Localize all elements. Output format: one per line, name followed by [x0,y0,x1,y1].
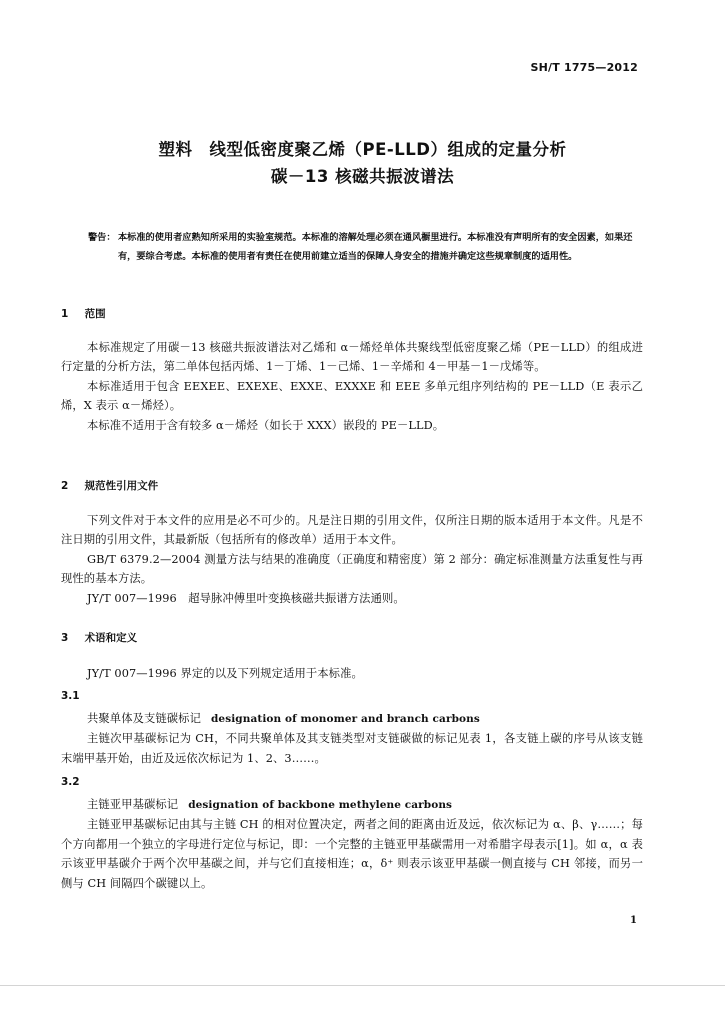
term-3-1 [61,709,643,768]
section-heading-terms [61,630,137,645]
term-name-cn: 共聚单体及支链碳标记 [87,712,201,725]
warning-block [88,228,644,266]
paragraph: JY/T 007—1996 超导脉冲傅里叶变换核磁共振谱方法通则。 [87,591,405,605]
term-3-2 [61,795,643,893]
term-definition: 主链次甲基碳标记为 CH，不同共聚单体及其支链类型对支链碳做的标记见表 1，各支链上碳的序号从该支链末端甲基开始，由近及远依次标记为 1、2、3……。 [61,732,643,765]
section-heading-normative-references [61,478,158,493]
term-heading [61,795,643,815]
paragraph: GB/T 6379.2—2004 测量方法与结果的准确度（正确度和精密度）第 2 部分：确定标准测量方法重复性与再现性的基本方法。 [61,552,643,586]
section-title: 术语和定义 [84,632,138,644]
page-number: 1 [630,915,637,926]
paragraph: JY/T 007—1996 界定的以及下列规定适用于本标准。 [87,667,363,680]
section-title: 规范性引用文件 [84,480,159,492]
document-title-line2: 碳－13 核磁共振波谱法 [270,167,455,186]
paragraph: 本标准规定了用碳－13 核磁共振波谱法对乙烯和 α－烯烃单体共聚线型低密度聚乙烯（PE－LLD）的组成进行定量的分析方法，第二单体包括丙烯、1－丁烯、1－己烯、1－辛烯和 4－甲基－1－戊烯等。 [61,341,643,374]
term-heading [61,709,643,729]
standard-code: SH/T 1775—2012 [530,61,638,74]
section-references-body [61,511,643,608]
page-bottom-edge [0,985,725,986]
term-name-cn: 主链亚甲基碳标记 [87,798,179,811]
warning-text: 本标准的使用者应熟知所采用的实验室规范。本标准的溶解处理必须在通风橱里进行。本标准没有声明所有的安全因素，如果还有，要综合考虑。本标准的使用者有责任在使用前建立适当的保障人身安全的措施并确定这些规章制度的适用性。 [118,232,633,262]
term-number: 3.1 [61,690,80,702]
section-title: 范围 [84,308,106,320]
section-heading-scope [61,306,106,321]
section-scope-body [61,338,643,435]
paragraph: 本标准适用于包含 EEXEE、EXEXE、EXXE、EXXXE 和 EEE 多单元组序列结构的 PE－LLD（E 表示乙烯，X 表示 α－烯烃）。 [61,379,643,413]
paragraph: 本标准不适用于含有较多 α－烯烃（如长于 XXX）嵌段的 PE－LLD。 [87,418,445,432]
warning-label: 警告： [88,232,116,243]
term-name-en: designation of backbone methylene carbons [188,799,453,811]
term-definition: 主链亚甲基碳标记由其与主链 CH 的相对位置决定，两者之间的距离由近及远，依次标记为 α、β、γ……；每个方向都用一个独立的字母进行定位与标记，即：一个完整的主链亚甲基碳需用一对希腊字母表示[1]。如 α，α 表示该亚甲基碳介于两个次甲基碳之间，并与它们直接相连；α，δ⁺ 则表示该亚甲基碳一侧直接与 CH 邻接，而另一侧与 CH 间隔四个碳键以上。 [61,818,643,890]
section-number: 1 [61,308,69,320]
section-number: 3 [61,632,69,644]
section-terms-intro [61,664,643,683]
term-name-en: designation of monomer and branch carbons [210,713,480,725]
document-title-line1: 塑料 线型低密度聚乙烯（PE-LLD）组成的定量分析 [158,140,567,159]
term-number: 3.2 [61,776,80,788]
section-number: 2 [61,480,69,492]
paragraph: 下列文件对于本文件的应用是必不可少的。凡是注日期的引用文件，仅所注日期的版本适用于本文件。凡是不注日期的引用文件，其最新版（包括所有的修改单）适用于本文件。 [61,514,643,547]
